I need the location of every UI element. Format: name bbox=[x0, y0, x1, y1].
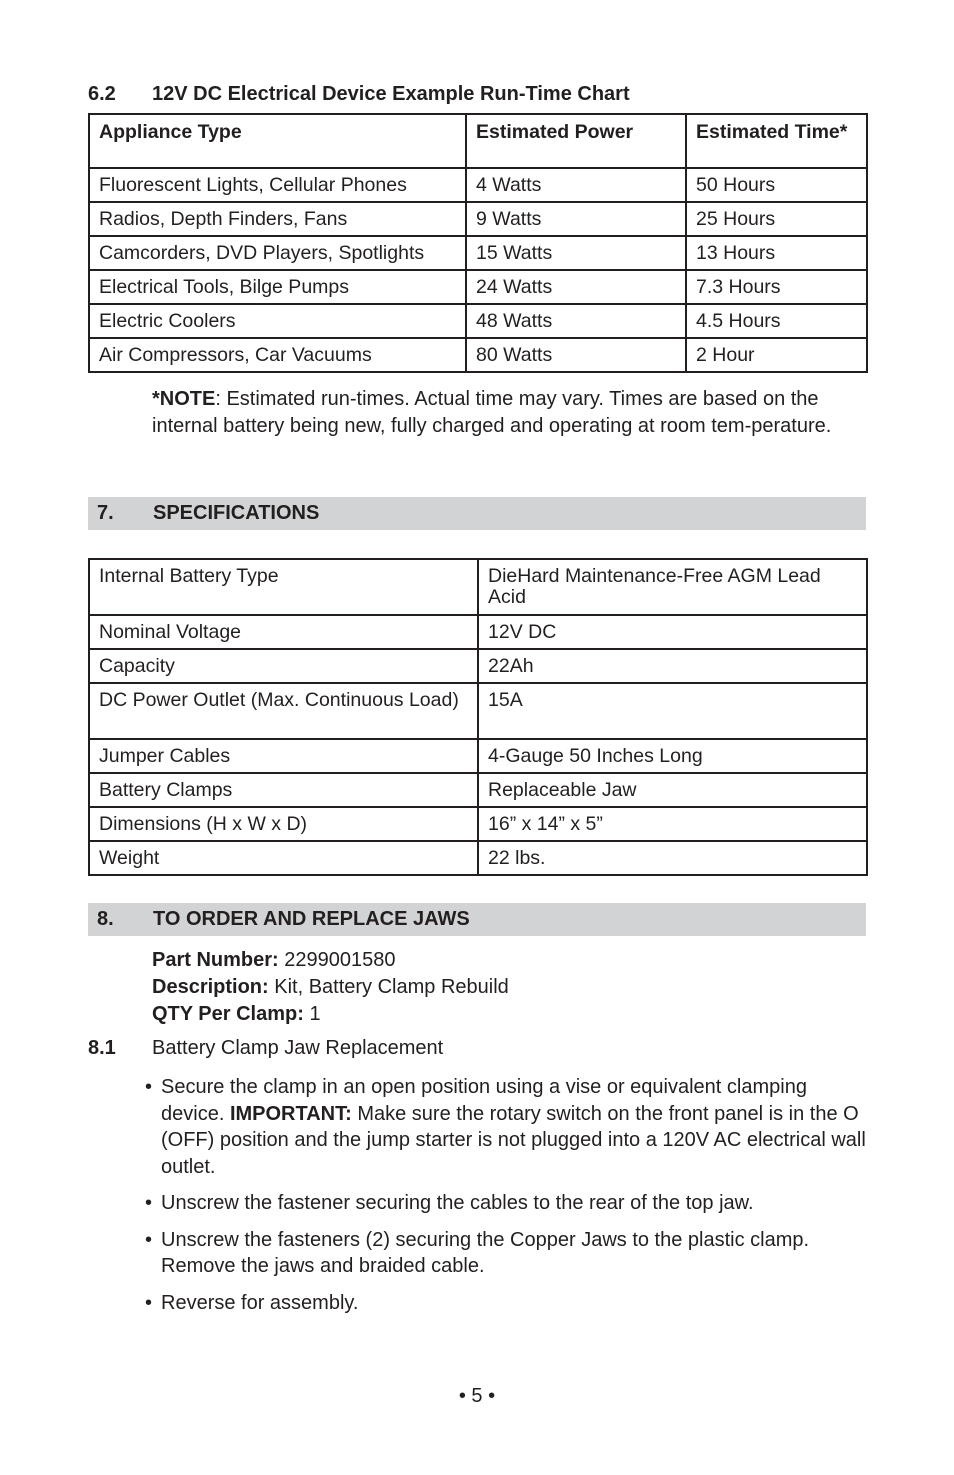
table-cell: 48 Watts bbox=[466, 304, 686, 338]
list-item bbox=[145, 1190, 870, 1217]
spec-value: Replaceable Jaw bbox=[478, 773, 867, 807]
spec-label: Internal Battery Type bbox=[89, 559, 478, 615]
step-text: Make sure the rotary switch on the front panel is in the O (OFF) position and the jump starter is not plugged into a 120V AC electrical wall outlet. bbox=[161, 1102, 866, 1178]
table-cell: 50 Hours bbox=[686, 168, 867, 202]
table-cell: Electrical Tools, Bilge Pumps bbox=[89, 270, 466, 304]
note-label: *NOTE bbox=[152, 388, 216, 410]
table-row bbox=[89, 270, 867, 304]
order-jaws-heading bbox=[88, 903, 866, 936]
spec-value: 12V DC bbox=[478, 615, 867, 649]
table-cell: 25 Hours bbox=[686, 202, 867, 236]
runtime-chart-heading bbox=[88, 83, 630, 106]
table-cell: Fluorescent Lights, Cellular Phones bbox=[89, 168, 466, 202]
table-cell: Air Compressors, Car Vacuums bbox=[89, 338, 466, 372]
replacement-steps bbox=[145, 1074, 870, 1326]
table-cell: 80 Watts bbox=[466, 338, 686, 372]
step-text: Unscrew the fastener securing the cables to the rear of the top jaw. bbox=[161, 1192, 754, 1214]
table-cell: 15 Watts bbox=[466, 236, 686, 270]
step-text: Reverse for assembly. bbox=[161, 1291, 359, 1314]
table-cell: 2 Hour bbox=[686, 338, 867, 372]
part-number-value: 2299001580 bbox=[278, 949, 396, 971]
runtime-note bbox=[152, 386, 852, 440]
table-cell: Camcorders, DVD Players, Spotlights bbox=[89, 236, 466, 270]
page-number: • 5 • bbox=[458, 1385, 496, 1407]
table-row bbox=[89, 559, 867, 615]
description-label: Description: bbox=[152, 976, 269, 998]
jaw-replacement-heading bbox=[88, 1037, 443, 1060]
important-label: IMPORTANT: bbox=[229, 1102, 352, 1125]
table-row bbox=[89, 773, 867, 807]
table-row bbox=[89, 807, 867, 841]
table-row bbox=[89, 338, 867, 372]
description-value: Kit, Battery Clamp Rebuild bbox=[268, 976, 509, 998]
table-row bbox=[89, 202, 867, 236]
table-cell: 24 Watts bbox=[466, 270, 686, 304]
section-title: 12V DC Electrical Device Example Run-Time Chart bbox=[152, 83, 630, 105]
table-row bbox=[89, 739, 867, 773]
spec-value: DieHard Maintenance-Free AGM Lead Acid bbox=[478, 559, 867, 615]
list-item bbox=[145, 1074, 870, 1180]
description-line bbox=[152, 974, 509, 1001]
spec-label: DC Power Outlet (Max. Continuous Load) bbox=[89, 683, 478, 739]
table-row bbox=[89, 304, 867, 338]
spec-label: Dimensions (H x W x D) bbox=[89, 807, 478, 841]
spec-value: 15A bbox=[478, 683, 867, 739]
qty-line bbox=[152, 1001, 509, 1028]
table-cell: 9 Watts bbox=[466, 202, 686, 236]
table-cell: 13 Hours bbox=[686, 236, 867, 270]
step-text: Unscrew the fasteners (2) securing the Copper Jaws to the plastic clamp. Remove the jaws and braided cable. bbox=[161, 1228, 810, 1277]
section-title: TO ORDER AND REPLACE JAWS bbox=[153, 908, 470, 930]
spec-label: Capacity bbox=[89, 649, 478, 683]
table-row bbox=[89, 683, 867, 739]
spec-label: Battery Clamps bbox=[89, 773, 478, 807]
table-cell: Radios, Depth Finders, Fans bbox=[89, 202, 466, 236]
section-number: 8. bbox=[97, 908, 114, 930]
spec-value: 4-Gauge 50 Inches Long bbox=[478, 739, 867, 773]
subsection-title: Battery Clamp Jaw Replacement bbox=[152, 1037, 444, 1059]
step-text: Secure the clamp in an open position using a vise or equivalent clamping device. bbox=[161, 1076, 807, 1125]
section-number: 7. bbox=[97, 502, 114, 524]
table-row bbox=[89, 615, 867, 649]
table-row bbox=[89, 236, 867, 270]
column-header: Estimated Power bbox=[466, 114, 686, 168]
column-header: Appliance Type bbox=[89, 114, 466, 168]
part-number-label: Part Number: bbox=[152, 949, 279, 971]
spec-label: Weight bbox=[89, 841, 478, 875]
table-row bbox=[89, 841, 867, 875]
spec-value: 22Ah bbox=[478, 649, 867, 683]
specifications-table bbox=[88, 558, 868, 876]
list-item bbox=[145, 1290, 870, 1317]
table-row bbox=[89, 168, 867, 202]
specifications-heading bbox=[88, 497, 866, 530]
qty-label: QTY Per Clamp: bbox=[152, 1003, 304, 1025]
subsection-number: 8.1 bbox=[88, 1037, 116, 1059]
table-header-row bbox=[89, 114, 867, 168]
table-row bbox=[89, 649, 867, 683]
spec-label: Jumper Cables bbox=[89, 739, 478, 773]
table-cell: Electric Coolers bbox=[89, 304, 466, 338]
runtime-table bbox=[88, 113, 868, 373]
spec-label: Nominal Voltage bbox=[89, 615, 478, 649]
column-header: Estimated Time* bbox=[686, 114, 867, 168]
spec-value: 16” x 14” x 5” bbox=[478, 807, 867, 841]
section-title: SPECIFICATIONS bbox=[153, 502, 320, 524]
table-cell: 4 Watts bbox=[466, 168, 686, 202]
qty-value: 1 bbox=[303, 1003, 321, 1025]
table-cell: 7.3 Hours bbox=[686, 270, 867, 304]
section-number: 6.2 bbox=[88, 83, 116, 105]
table-cell: 4.5 Hours bbox=[686, 304, 867, 338]
note-text: : Estimated run-times. Actual time may vary. Times are based on the internal battery being new, fully charged and operating at room tem-perature. bbox=[152, 388, 832, 437]
list-item bbox=[145, 1227, 870, 1280]
part-number-line bbox=[152, 947, 509, 974]
spec-value: 22 lbs. bbox=[478, 841, 867, 875]
part-info bbox=[152, 947, 509, 1028]
